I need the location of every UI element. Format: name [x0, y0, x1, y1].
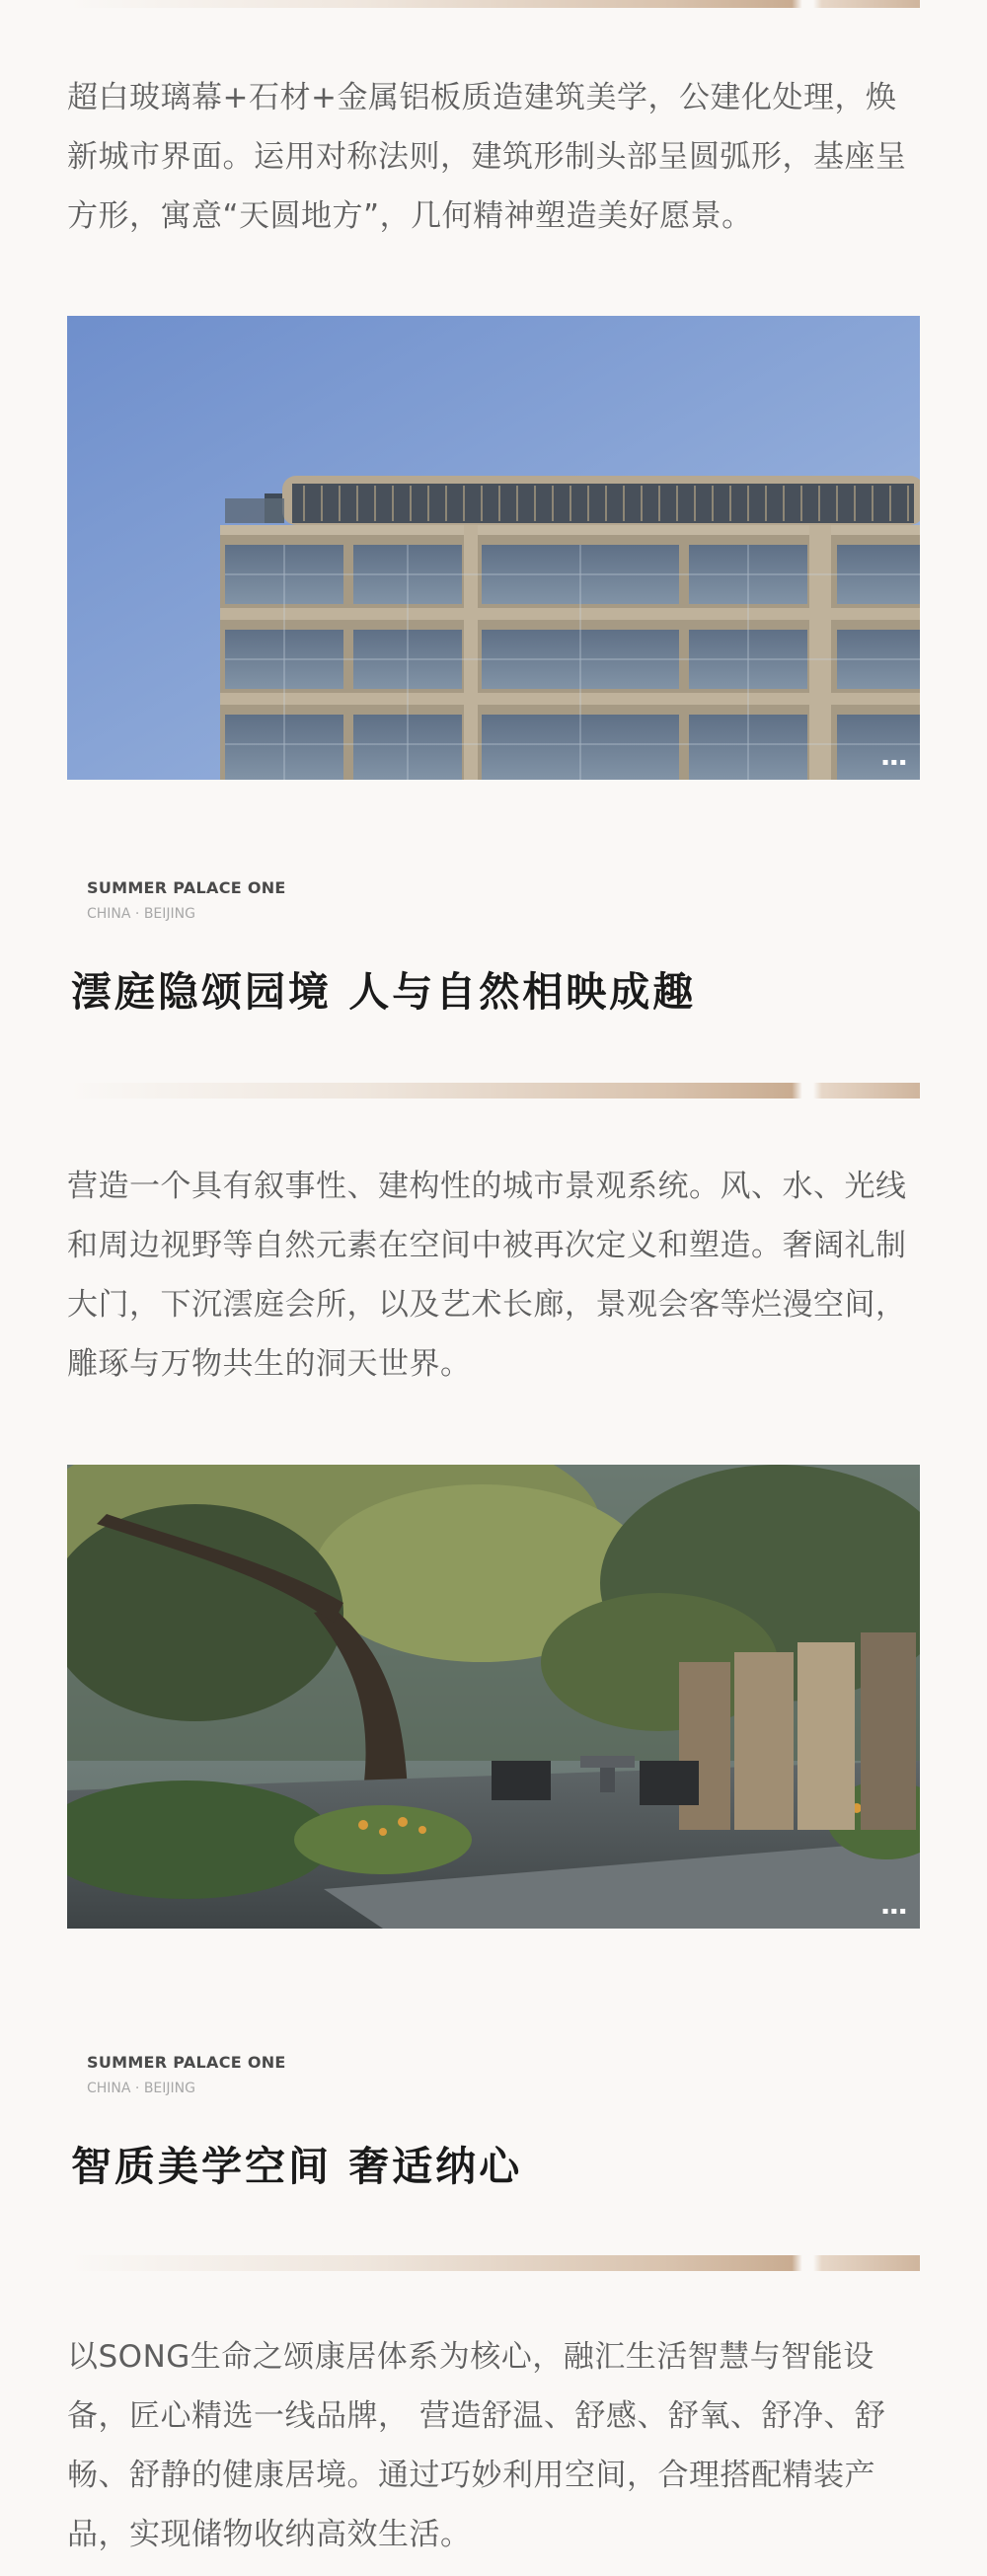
image-indicator-icon: ▪▪▪ — [881, 757, 908, 768]
decorative-band-top — [67, 0, 920, 8]
project-tag-location: CHINA · BEIJING — [87, 906, 195, 922]
garden-paragraph: 营造一个具有叙事性、建构性的城市景观系统。风、水、光线和周边视野等自然元素在空间中被再次定义和塑造。奢阔礼制大门，下沉澐庭会所，以及艺术长廊，景观会客等烂漫空间，雕琢与万物共生的洞天世界。 — [67, 1169, 907, 1382]
section-heading-garden: 澐庭隐颂园境 人与自然相映成趣 — [71, 968, 697, 1016]
project-tag-location: CHINA · BEIJING — [87, 2081, 195, 2096]
decorative-band-interior — [67, 2255, 920, 2271]
section-heading-interior: 智质美学空间 奢适纳心 — [71, 2143, 523, 2190]
garden-landscape-photo — [67, 1465, 920, 1929]
project-tag-title: SUMMER PALACE ONE — [87, 878, 286, 897]
intro-paragraph: 超白玻璃幕+石材+金属铝板质造建筑美学，公建化处理，焕新城市界面。运用对称法则，建筑形制头部呈圆弧形，基座呈方形，寓意“天圆地方”，几何精神塑造美好愿景。 — [67, 80, 907, 234]
project-tag-title: SUMMER PALACE ONE — [87, 2053, 286, 2072]
building-facade-photo — [67, 316, 920, 780]
decorative-band-garden — [67, 1083, 920, 1099]
image-indicator-icon: ▪▪▪ — [881, 1906, 908, 1917]
interior-paragraph: 以SONG生命之颂康居体系为核心，融汇生活智慧与智能设备，匠心精选一线品牌， 营造舒温、舒感、舒氧、舒净、舒畅、舒静的健康居境。通过巧妙利用空间，合理搭配精装产品，实现储物收纳高效生活。 — [67, 2339, 886, 2552]
